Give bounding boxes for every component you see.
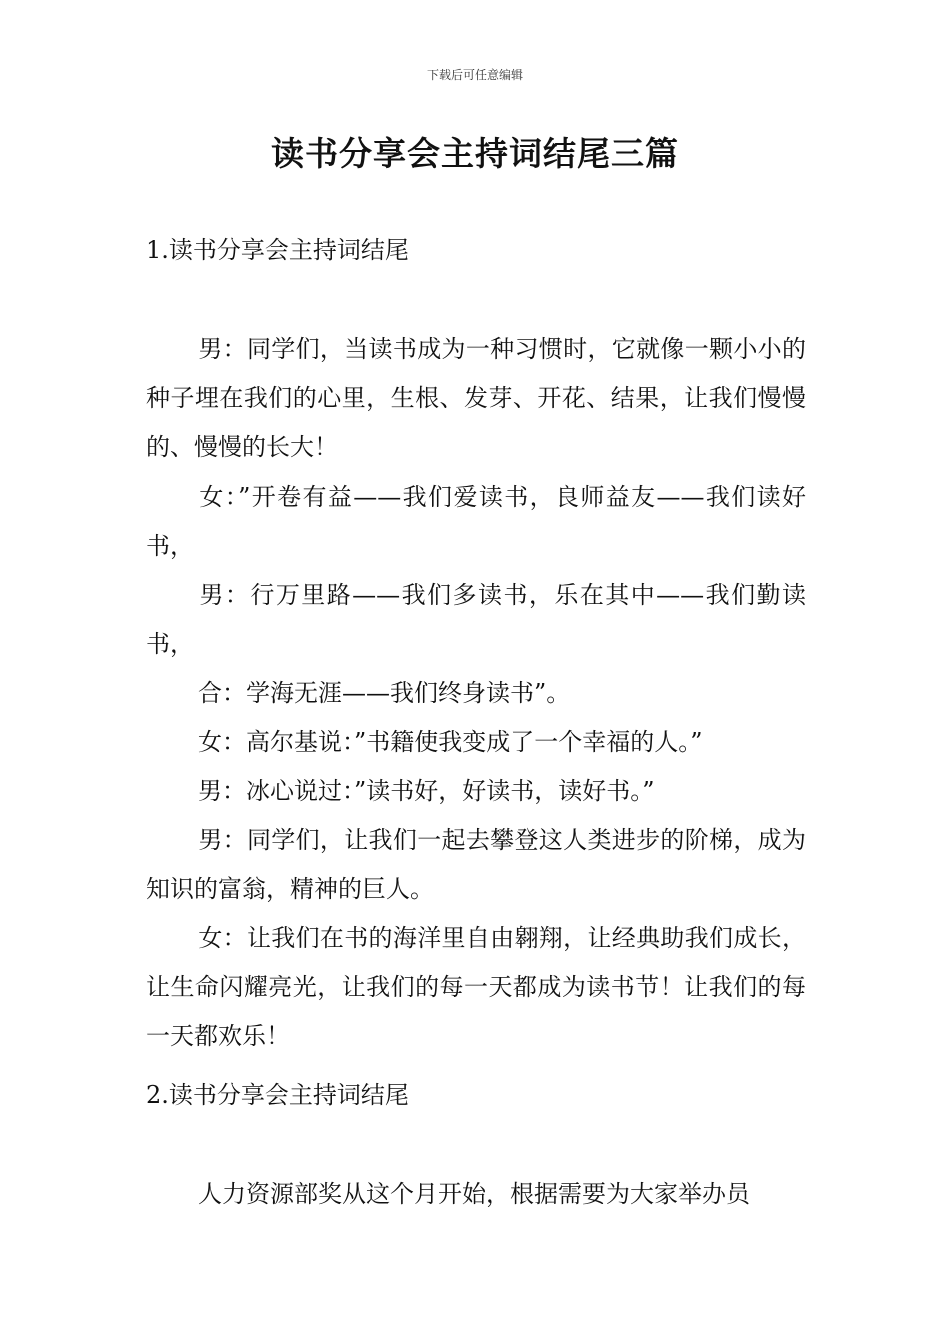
- paragraph-text: 男：冰心说过：”读书好，好读书，读好书。”: [198, 777, 655, 805]
- paragraph-text: 女：高尔基说：”书籍使我变成了一个幸福的人。”: [198, 728, 703, 756]
- paragraph: [146, 1170, 806, 1219]
- paragraph-text: 男：同学们，当读书成为一种习惯时，它就像一颗小小的种子埋在我们的心里，生根、发芽、开花、结果，让我们慢慢的、慢慢的长大！: [146, 335, 806, 461]
- paragraph: [146, 473, 806, 571]
- paragraph: [146, 816, 806, 914]
- paragraph: [146, 914, 806, 1061]
- section-heading-2: 2.读书分享会主持词结尾: [146, 1081, 409, 1109]
- paragraph: [146, 669, 806, 718]
- section-heading-1: 1.读书分享会主持词结尾: [146, 236, 409, 264]
- paragraph-text: 合：学海无涯——我们终身读书”。: [198, 679, 571, 707]
- paragraph: [146, 571, 806, 669]
- paragraph-text: 人力资源部奖从这个月开始，根据需要为大家举办员: [198, 1180, 750, 1208]
- paragraph-text: 男：行万里路——我们多读书，乐在其中——我们勤读书，: [146, 581, 806, 658]
- paragraph: [146, 325, 806, 472]
- document-title: 读书分享会主持词结尾三篇: [271, 134, 679, 173]
- page-header-note: 下载后可任意编辑: [426, 68, 523, 82]
- paragraph: [146, 718, 806, 767]
- paragraph: [146, 767, 806, 816]
- paragraph-text: 女：”开卷有益——我们爱读书，良师益友——我们读好书，: [146, 483, 806, 560]
- paragraph-text: 男：同学们，让我们一起去攀登这人类进步的阶梯，成为知识的富翁，精神的巨人。: [146, 826, 806, 903]
- paragraph-text: 女：让我们在书的海洋里自由翱翔，让经典助我们成长，让生命闪耀亮光，让我们的每一天都成为读书节！让我们的每一天都欢乐！: [146, 924, 806, 1050]
